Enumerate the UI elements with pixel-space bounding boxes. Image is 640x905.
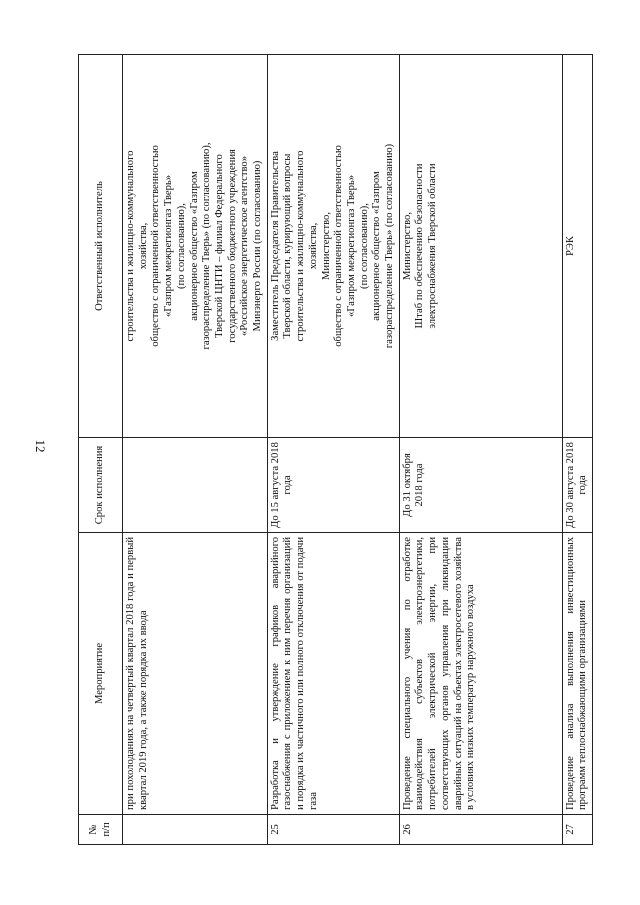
page-number: 12	[33, 439, 48, 453]
responsible-line: Заместитель Председателя Правительства	[269, 151, 281, 341]
row-num: 25	[267, 815, 399, 845]
header-term: Срок исполнения	[79, 438, 123, 533]
responsible-line: акционерное общество «Газпром	[188, 171, 200, 321]
measures-table	[78, 54, 593, 845]
responsible-line: Министерство,	[401, 212, 413, 280]
responsible-line: «Газпром межрегионгаз Тверь»	[163, 174, 175, 318]
row-responsible	[562, 55, 592, 438]
responsible-line: акционерное общество «Газпром	[371, 171, 383, 321]
responsible-line: строительства и жилищно-коммунального	[295, 150, 307, 342]
row-responsible	[399, 55, 562, 438]
responsible-line: общество с ограниченной ответственностью	[150, 145, 162, 347]
table-row	[267, 55, 399, 845]
row-num: 26	[399, 815, 562, 845]
row-responsible	[267, 55, 399, 438]
row-event: при похолоданиях на четвертый квартал 2018 года и первый квартал 2019 года, а также порядка их ввода	[123, 533, 268, 815]
row-term	[123, 438, 268, 533]
row-responsible	[123, 55, 268, 438]
responsible-line: (по согласованию),	[358, 203, 370, 289]
responsible-line: газораспределение Тверь» (по согласованию)	[384, 143, 396, 349]
table-row	[562, 55, 592, 845]
row-event: Проведение анализа выполнения инвестиционных программ теплоснабжающими организациями	[562, 533, 592, 815]
responsible-line: строительства и жилищно-коммунального	[125, 150, 136, 342]
responsible-line: (по согласованию),	[175, 203, 187, 289]
responsible-line: хозяйства,	[137, 222, 149, 270]
row-term: До 30 августа 2018 года	[562, 438, 592, 533]
responsible-line: газораспределение Тверь» (по согласованию),	[201, 142, 213, 350]
row-num	[123, 815, 268, 845]
rotated-page-content	[78, 55, 589, 845]
responsible-line: Тверской области, курирующий вопросы	[282, 153, 294, 339]
row-num: 27	[562, 815, 592, 845]
table-row	[123, 55, 268, 845]
responsible-line: Министерство,	[320, 212, 332, 280]
responsible-line: «Газпром межрегионгаз Тверь»	[345, 174, 357, 318]
responsible-line: хозяйства,	[307, 222, 319, 270]
responsible-line: Тверской ЦНТИ – филиал Федерального	[213, 154, 225, 338]
table-row	[399, 55, 562, 845]
responsible-line: Минэнерго России (по согласованию)	[252, 160, 264, 332]
header-event: Мероприятие	[79, 533, 123, 815]
responsible-line: «Российское энергетическое агентство»	[239, 156, 251, 337]
row-term: До 31 октября 2018 года	[399, 438, 562, 533]
row-term: До 15 августа 2018 года	[267, 438, 399, 533]
responsible-line: государственного бюджетного учреждения	[226, 149, 238, 343]
row-event: Разработка и утверждение графиков аварийного газоснабжения с приложением к ним перечня организаций и порядка их частичного или полного отключения от подачи газа	[267, 533, 399, 815]
row-event: Проведение специального учения по отработке взаимодействия субъектов электроэнергетики, потребителей электрической энергии, при соответствующих органов управления при ликвидации аварийных ситуаций на объектах электросетевого хозяйства в условиях низких температур наружного воздуха	[399, 533, 562, 815]
header-responsible: Ответственный исполнитель	[79, 55, 123, 438]
responsible-line: Штаб по обеспечению безопасности	[414, 163, 426, 329]
header-num: № п/п	[79, 815, 123, 845]
responsible-line: РЭК	[564, 236, 576, 256]
responsible-line: общество с ограниченной ответственностью	[333, 145, 345, 347]
table-header-row	[79, 55, 123, 845]
responsible-line: электроснабжения Тверской области	[427, 163, 439, 329]
